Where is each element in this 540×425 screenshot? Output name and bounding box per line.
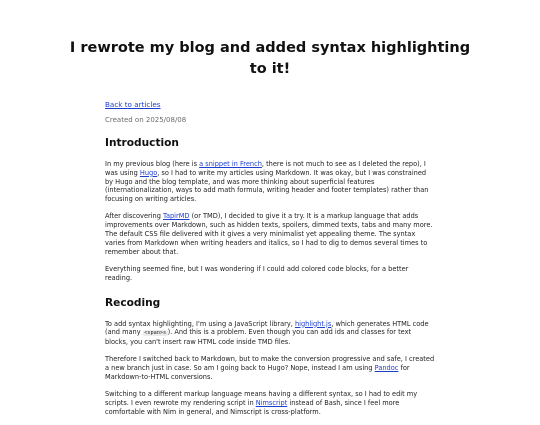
paragraph-text: , so I had to write my articles using Markdown. It was okay, but I was constrained by Hugo and the blog template, and was more thinking about superficial features (internationalization, ways to add math formula, writing header and footer templates) rather than focusing on writing articles. [105,168,429,204]
section-heading-recoding: Recoding [105,296,161,309]
nimscript-link[interactable]: Nimscript [255,399,288,408]
paragraph [105,160,435,204]
paragraph-text: , there is not much to see as I deleted the repo), I was using [105,160,426,177]
paragraph-text: instead of Bash, since I feel more comfortable with Nim in general, and Nimscript is cross-platform. [105,399,400,416]
article-body [105,136,435,425]
paragraph: Everything seemed fine, but I was wondering if I could add colored code blocks, for a better reading. [105,264,409,282]
inline-code: <span>s [144,330,167,337]
snippet-in-french-link[interactable]: a snippet in French [199,160,262,168]
back-to-articles-link[interactable]: Back to articles [105,100,161,109]
paragraph-text: for Markdown-to-HTML conversions. [105,364,410,382]
paragraph-text: Therefore I switched back to Markdown, but to make the conversion progressive and safe, I created a new branch just in case. So am I going back to Hugo? Nope, instead I am using [105,355,435,373]
section-heading-introduction: Introduction [105,137,179,149]
tapirmd-link[interactable]: TapirMD [163,212,190,221]
article-title: I rewrote my blog and added syntax highlighting to it! [69,40,471,77]
hugo-link[interactable]: Hugo [139,168,158,177]
paragraph-text: , which generates HTML code (and many [105,319,429,337]
paragraph-text: Switching to a different markup language means having a different syntax, so I had to edit my scripts. I even rewrote my rendering script in [105,390,418,408]
paragraph-text: After discovering [105,212,164,221]
paragraph [105,212,435,256]
paragraph-text: ). And this is a problem. Even though you can add ids and classes for text blocks, you can't insert raw HTML code inside TMD files. [105,328,412,347]
paragraph-text: To add syntax highlighting, I'm using a JavaScript library, [105,319,295,328]
paragraph-text: (or TMD), I decided to give it a try. It is a markup language that adds improvements over Markdown, such as hidden texts, spoilers, dimmed texts, tabs and many more. The default CSS file delivered with it gives a very minimalist yet appealing theme. The syntax varies from Markdown when writing headers and italics, so I had to dig to demos several times to remember about that. [105,212,433,256]
paragraph [105,355,435,381]
paragraph [105,390,435,416]
paragraph [105,320,435,347]
created-date: Created on 2025/08/08 [105,116,187,124]
highlightjs-link[interactable]: highlight.js [294,319,332,328]
paragraph-text: In my previous blog (here is [105,160,200,168]
pandoc-link[interactable]: Pandoc [374,364,399,373]
